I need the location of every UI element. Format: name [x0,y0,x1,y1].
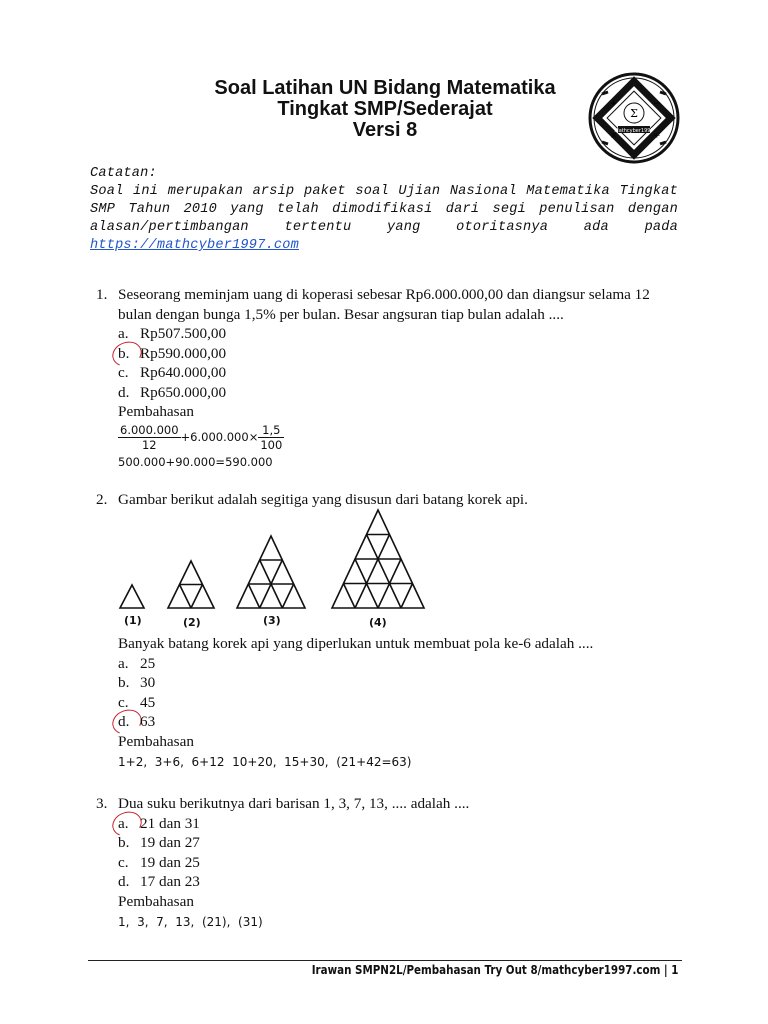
page-title: Soal Latihan UN Bidang Matematika [214,77,556,99]
option-c[interactable]: c. 19 dan 25 [118,853,200,871]
discussion-line: 1+2, 3+6, 6+12 10+20, 15+30, (21+42=63) [118,755,412,769]
page-number: | 1 [663,963,678,977]
note-text: Soal ini merupakan arsip paket soal Ujian Nasional Matematika Tingkat SMP Tahun 2010 yang telah dimodifikasi dari segi penulisan dengan alasan/pertimbangan tertentu yang otoritasnya ada pada [90,184,678,235]
option-a[interactable]: a. Rp507.500,00 [118,325,227,342]
svg-text:÷: ÷ [653,131,661,141]
question-number: 2. [96,491,108,508]
mathcyber-logo [588,72,680,164]
option-c[interactable]: c. Rp640.000,00 [118,364,227,381]
svg-text:+: + [610,99,618,109]
page-subtitle: Tingkat SMP/Sederajat [277,98,493,120]
question-text: Banyak batang korek api yang diperlukan untuk membuat pola ke-6 adalah .... [118,635,594,652]
svg-text:Σ: Σ [630,107,638,120]
discussion-result: 500.000+90.000=590.000 [118,454,273,469]
triangle-pattern-2 [168,561,214,608]
discussion-label: Pembahasan [118,403,194,420]
option-b[interactable]: b. 30 [118,674,156,691]
triangle-pattern-4 [332,510,424,608]
option-b[interactable]: b. 19 dan 27 [118,834,200,851]
option-a[interactable]: a. 21 dan 31 [118,814,686,834]
option-d[interactable]: d. Rp650.000,00 [118,383,227,401]
figure-label-4: (4) [369,616,387,629]
option-c[interactable]: c. 45 [118,693,156,711]
question-number: 1. [96,286,108,303]
option-b[interactable]: b. Rp590.000,00 [118,344,686,364]
question-1 [96,285,686,470]
figure-label-2: (2) [183,616,201,629]
logo-text: Mathcyber1997 [614,128,654,134]
question-text: Dua suku berikutnya dari barisan 1, 3, 7, 13, .... adalah .... [118,795,470,812]
figure-label-1: (1) [124,614,142,627]
discussion-label: Pembahasan [118,892,194,910]
note-label: Catatan: [90,166,157,181]
note-link[interactable]: https://mathcyber1997.com [90,238,299,253]
question-3 [96,794,686,933]
discussion-label: Pembahasan [118,732,194,750]
svg-text:×: × [610,131,618,141]
page-footer [311,963,678,977]
footer-divider [88,960,682,961]
figure-label-3: (3) [263,614,281,627]
question-number: 3. [96,795,108,812]
page-version: Versi 8 [352,119,418,141]
triangle-pattern-1 [120,585,144,608]
matchstick-triangles-figure [110,506,440,634]
discussion-line: 1, 3, 7, 13, (21), (31) [118,915,263,929]
discussion-formula: $\frac{6.000.000}{12}$ +6.000.000× $\frac{1,5}{100}$ [120,422,283,452]
svg-text:−: − [653,99,661,109]
question-text: Seseorang meminjam uang di koperasi sebesar Rp6.000.000,00 dan diangsur selama 12 bulan dengan bunga 1,5% per bulan. Besar angsuran tiap bulan adalah .... [118,286,650,323]
question-text: Gambar berikut adalah segitiga yang disusun dari batang korek api. [118,491,528,508]
note-section [90,165,678,255]
option-a[interactable]: a. 25 [118,654,156,672]
option-d[interactable]: d. 17 dan 23 [118,873,200,890]
triangle-pattern-3 [237,536,305,608]
option-d[interactable]: d. 63 [118,712,686,732]
footer-text: Irawan SMPN2L/Pembahasan Try Out 8/mathcyber1997.com [311,963,660,977]
question-2-options [96,634,686,773]
